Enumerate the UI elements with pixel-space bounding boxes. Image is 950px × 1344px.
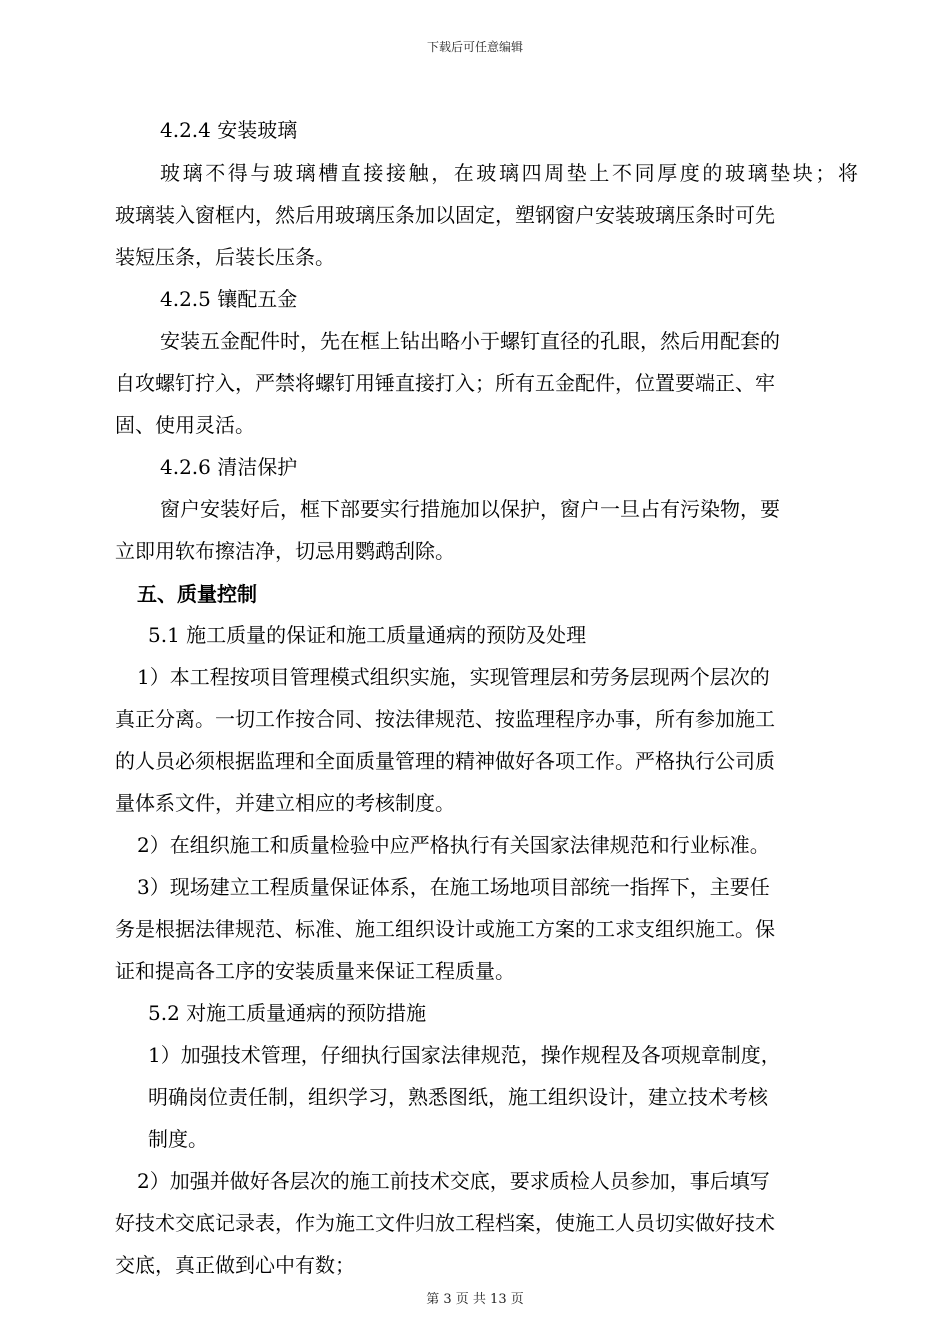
list-item-line: 制度。 bbox=[148, 1127, 208, 1151]
list-item-line: 1）加强技术管理，仔细执行国家法律规范，操作规程及各项规章制度， bbox=[148, 1043, 781, 1067]
subsection-heading-4-2-4: 4.2.4 安装玻璃 bbox=[160, 118, 298, 142]
list-item-line: 2）在组织施工和质量检验中应严格执行有关国家法律规范和行业标准。 bbox=[137, 833, 770, 857]
list-item-line: 3）现场建立工程质量保证体系，在施工场地项目部统一指挥下，主要任 bbox=[137, 875, 770, 899]
subsection-heading-5-1: 5.1 施工质量的保证和施工质量通病的预防及处理 bbox=[148, 623, 587, 647]
paragraph-line: 装短压条，后装长压条。 bbox=[115, 245, 335, 269]
list-item-line: 务是根据法律规范、标准、施工组织设计或施工方案的工求支组织施工。保 bbox=[115, 917, 775, 941]
subsection-heading-4-2-6: 4.2.6 清洁保护 bbox=[160, 455, 298, 479]
list-item-line: 的人员必须根据监理和全面质量管理的精神做好各项工作。严格执行公司质 bbox=[115, 749, 775, 773]
list-item-line: 交底，真正做到心中有数； bbox=[115, 1253, 355, 1277]
list-item-line: 证和提高各工序的安装质量来保证工程质量。 bbox=[115, 959, 515, 983]
list-item-line: 2）加强并做好各层次的施工前技术交底，要求质检人员参加，事后填写 bbox=[137, 1169, 770, 1193]
paragraph-line: 自攻螺钉拧入，严禁将螺钉用锤直接打入；所有五金配件，位置要端正、牢 bbox=[115, 371, 775, 395]
page-header: 下载后可任意编辑 bbox=[426, 40, 523, 54]
paragraph-line: 玻璃不得与玻璃槽直接接触，在玻璃四周垫上不同厚度的玻璃垫块；将 bbox=[160, 161, 858, 185]
paragraph-line: 玻璃装入窗框内，然后用玻璃压条加以固定，塑钢窗户安装玻璃压条时可先 bbox=[115, 203, 775, 227]
list-item-line: 明确岗位责任制，组织学习，熟悉图纸，施工组织设计，建立技术考核 bbox=[148, 1085, 768, 1109]
paragraph-line: 窗户安装好后，框下部要实行措施加以保护，窗户一旦占有污染物，要 bbox=[160, 497, 780, 521]
list-item-line: 量体系文件，并建立相应的考核制度。 bbox=[115, 791, 455, 815]
subsection-heading-4-2-5: 4.2.5 镶配五金 bbox=[160, 287, 298, 311]
list-item-line: 好技术交底记录表，作为施工文件归放工程档案，使施工人员切实做好技术 bbox=[115, 1211, 775, 1235]
section-heading-quality-control: 五、质量控制 bbox=[137, 582, 257, 606]
subsection-heading-5-2: 5.2 对施工质量通病的预防措施 bbox=[148, 1001, 427, 1025]
list-item-line: 真正分离。一切工作按合同、按法律规范、按监理程序办事，所有参加施工 bbox=[115, 707, 775, 731]
page-footer: 第 3 页 共 13 页 bbox=[426, 1292, 524, 1307]
paragraph-line: 固、使用灵活。 bbox=[115, 413, 255, 437]
paragraph-line: 立即用软布擦洁净，切忌用鹦鹉刮除。 bbox=[115, 539, 455, 563]
paragraph-line: 安装五金配件时，先在框上钻出略小于螺钉直径的孔眼，然后用配套的 bbox=[160, 329, 780, 353]
list-item-line: 1）本工程按项目管理模式组织实施，实现管理层和劳务层现两个层次的 bbox=[137, 665, 770, 689]
